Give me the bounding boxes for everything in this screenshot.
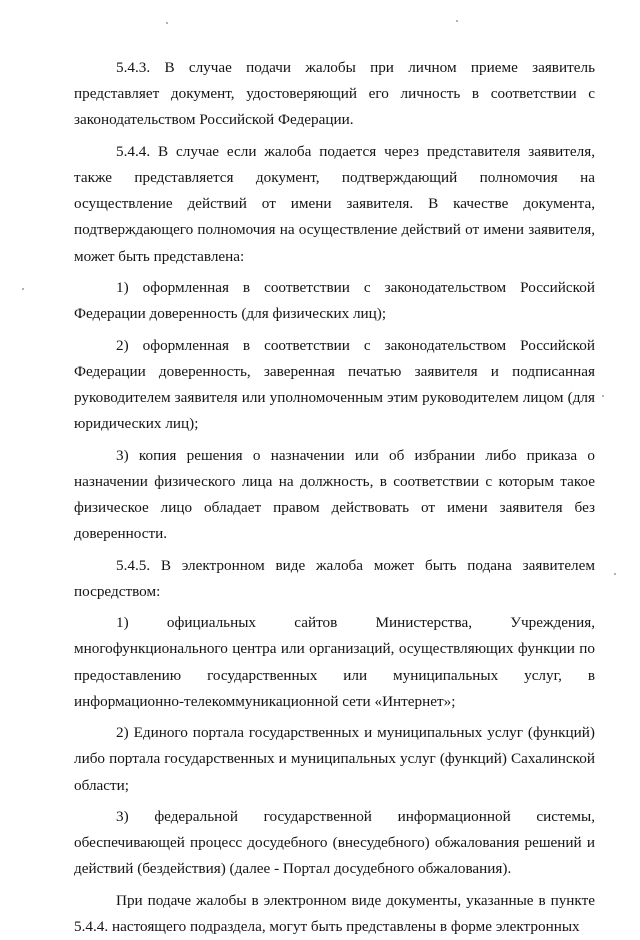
- scan-speck: [614, 573, 616, 575]
- scan-speck: [166, 22, 168, 24]
- scan-speck: [602, 395, 604, 397]
- list-item-power-of-attorney-individuals: 1) оформленная в соответствии с законодательством Российской Федерации доверенность (для физических лиц);: [74, 279, 595, 323]
- list-item-official-websites: 1) официальных сайтов Министерства, Учреждения, многофункционального центра или организаций, осуществляющих функции по предоставлению государственных или муниципальных услуг, в информационно-телекоммуникационной сети «Интернет»;: [74, 614, 595, 710]
- list-item-power-of-attorney-legal-entities: 2) оформленная в соответствии с законодательством Российской Федерации доверенность, заверенная печатью заявителя и подписанная руководителем заявителя или уполномоченным этим руководителем лицом (для юридических лиц);: [74, 336, 595, 433]
- list-item-appointment-decision-copy: 3) копия решения о назначении или об избрании либо приказа о назначении физического лица на должность, в соответствии с которым такое физическое лицо обладает правом действовать от имени заявителя без доверенности.: [74, 446, 595, 543]
- paragraph-5-4-4: 5.4.4. В случае если жалоба подается через представителя заявителя, также представляется документ, подтверждающий полномочия на осуществление действий от имени заявителя. В качестве документа, подтверждающего полномочия на осуществление действий от имени заявителя, может быть представлена:: [74, 142, 595, 265]
- scan-speck: [456, 20, 458, 22]
- scan-speck: [22, 288, 24, 290]
- document-body: [74, 55, 595, 940]
- list-item-unified-portal: 2) Единого портала государственных и муниципальных услуг (функций) либо портала государственных и муниципальных услуг (функций) Сахалинской области;: [74, 724, 595, 794]
- paragraph-electronic-submission: При подаче жалобы в электронном виде документы, указанные в пункте 5.4.4. настоящего подраздела, могут быть представлены в форме электронных: [74, 891, 595, 935]
- list-item-federal-system: 3) федеральной государственной информационной системы, обеспечивающей процесс досудебного (внесудебного) обжалования решений и действий (бездействия) (далее - Портал досудебного обжалования).: [74, 807, 595, 878]
- paragraph-5-4-5: 5.4.5. В электронном виде жалоба может быть подана заявителем посредством:: [74, 556, 595, 600]
- paragraph-5-4-3: 5.4.3. В случае подачи жалобы при личном приеме заявитель представляет документ, удостоверяющий его личность в соответствии с законодательством Российской Федерации.: [74, 59, 595, 129]
